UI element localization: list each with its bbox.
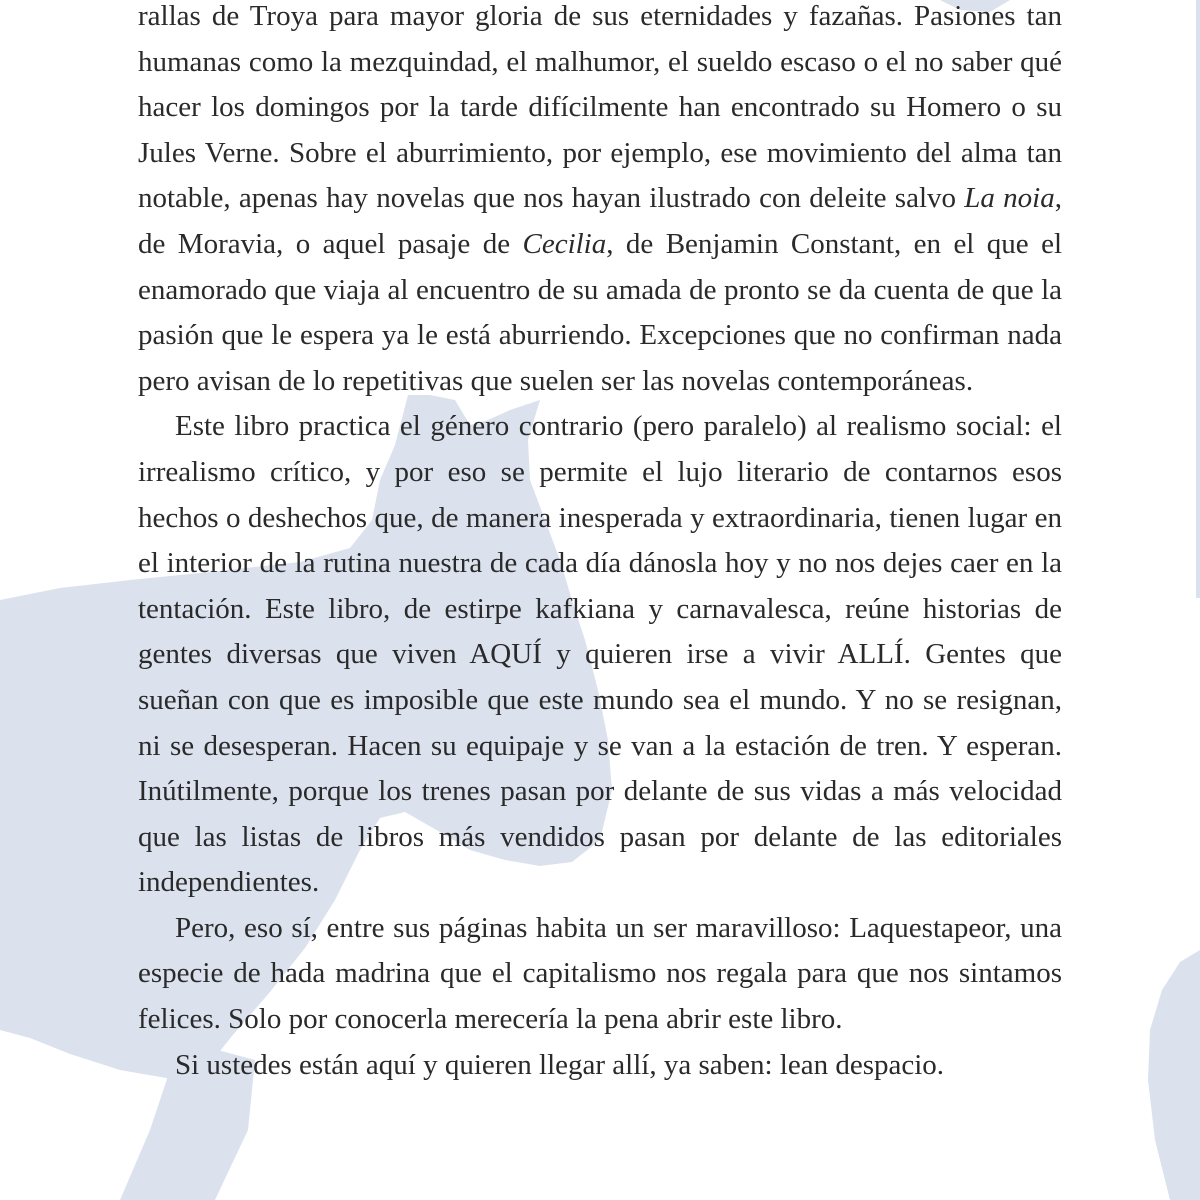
text-segment: , de Benjamin Constant, en el que el enamorado que viaja al encuentro de su amada de pronto se da cuenta de que la pasión que le espera ya le está aburriendo. Excepciones que no confirman nada pero avisan de lo repetitivas que suelen ser las novelas contemporáneas. <box>138 227 1062 397</box>
top-right-fragment <box>1196 0 1200 598</box>
book-title-la-noia: La noia <box>964 182 1055 215</box>
rider-shape <box>1148 950 1200 1200</box>
text-segment: Pero, eso sí, entre sus páginas habita un ser maravilloso: Laquestapeor, una especie de hada madrina que el capitalismo nos regala para que nos sintamos felices. Solo por conocerla merecería la pena abrir este libro. <box>138 911 1062 1036</box>
text-segment: rallas de Troya para mayor gloria de sus eternidades y fazañas. Pasiones tan humanas como la mezquindad, el malhumor, el sueldo escaso o el no saber qué hacer los domingos por la tarde difícilmente han encontrado su Homero o su Jules Verne. Sobre el aburrimiento, por ejemplo, ese movimiento del alma tan notable, apenas hay novelas que nos hayan ilustrado con deleite salvo <box>138 0 1062 215</box>
paragraph-1 <box>138 0 1062 404</box>
book-title-cecilia: Cecilia <box>522 227 607 260</box>
text-segment: Si ustedes están aquí y quieren llegar allí, ya saben: lean despacio. <box>175 1048 945 1081</box>
text-segment: , de Moravia, o aquel pasaje de <box>138 182 1062 260</box>
paragraph-4 <box>138 1043 1062 1089</box>
paragraph-2 <box>138 404 1062 906</box>
text-segment: Este libro practica el género contrario (pero paralelo) al realismo social: el irrealismo crítico, y por eso se permite el lujo literario de contarnos esos hechos o deshechos que, de manera inesperada y extraordinaria, tienen lugar en el interior de la rutina nuestra de cada día dánosla hoy y no nos dejes caer en la tentación. Este libro, de estirpe kafkiana y carnavalesca, reúne historias de gentes diversas que viven AQUÍ y quieren irse a vivir ALLÍ. Gentes que sueñan con que es imposible que este mundo sea el mundo. Y no se resignan, ni se desesperan. Hacen su equipaje y se van a la estación de tren. Y esperan. Inútilmente, porque los trenes pasan por delante de sus vidas a más velocidad que las listas de libros más vendidos pasan por delante de las editoriales independientes. <box>138 410 1062 899</box>
body-text <box>138 0 1062 1088</box>
paragraph-3 <box>138 906 1062 1043</box>
